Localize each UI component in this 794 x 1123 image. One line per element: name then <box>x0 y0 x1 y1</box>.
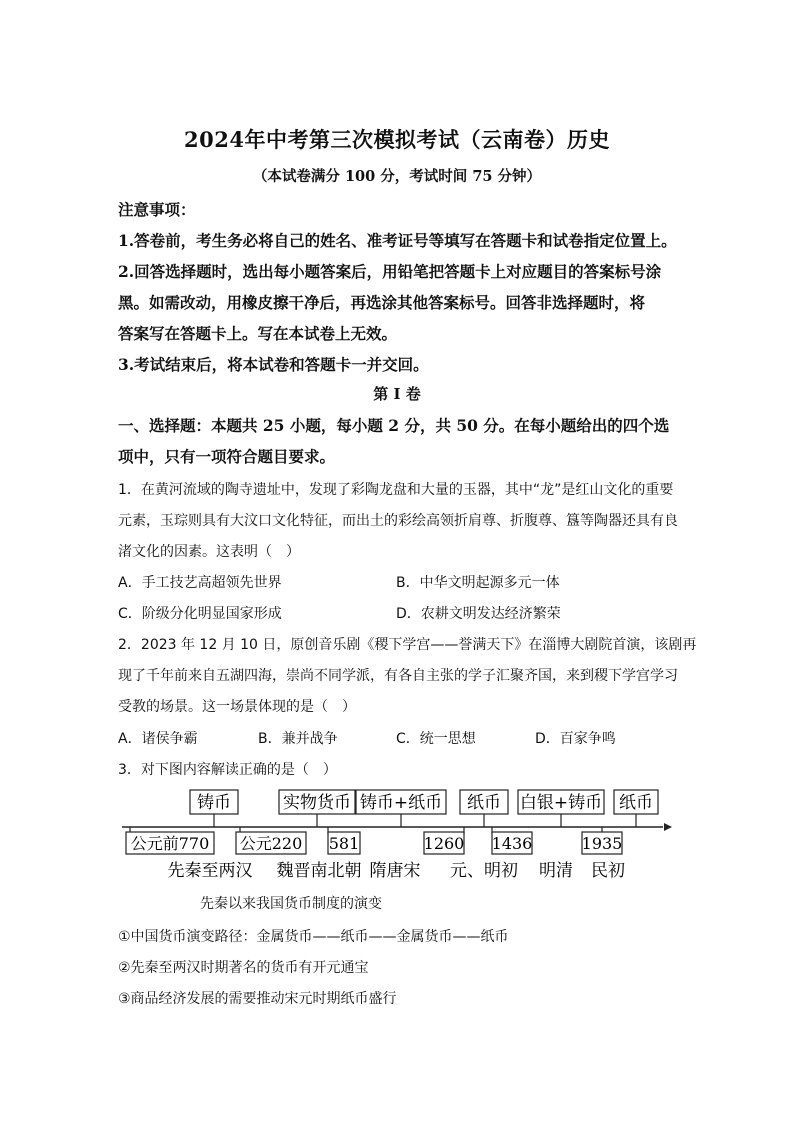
timeline-arrow-icon <box>664 823 672 831</box>
section-instruction: 项中，只有一项符合题目要求。 <box>118 447 336 466</box>
currency-box <box>518 790 604 827</box>
currency-box <box>460 790 508 827</box>
q1-option-a: A．手工技艺高超领先世界 <box>118 575 282 591</box>
q1-option-c: C．阶级分化明显国家形成 <box>118 606 282 622</box>
section-instruction: 一、选择题：本题共 25 小题，每小题 2 分，共 50 分。在每小题给出的四个选 <box>118 416 670 435</box>
currency-label: 纸币 <box>619 793 653 813</box>
year-box <box>582 827 623 854</box>
year-box <box>126 827 214 854</box>
period-label: 魏晋南北朝 <box>276 861 362 881</box>
notice-line: 3.考试结束后，将本试卷和答题卡一并交回。 <box>118 355 429 374</box>
period-label: 明清 <box>539 861 573 881</box>
q1-stem-line: 元素，玉琮则具有大汶口文化特征，而出土的彩绘高领折肩尊、折腹尊、簋等陶器还具有良 <box>118 513 678 529</box>
currency-box <box>279 790 355 827</box>
q3-statement: ①中国货币演变路径：金属货币——纸币——金属货币——纸币 <box>118 929 509 945</box>
currency-label: 铸币+纸币 <box>359 793 443 813</box>
q3-statement: ③商品经济发展的需要推动宋元时期纸币盛行 <box>118 991 397 1007</box>
currency-box <box>614 790 658 827</box>
currency-label: 白银+铸币 <box>519 793 603 813</box>
year-label: 581 <box>328 834 360 853</box>
year-label: 公元前770 <box>130 834 210 853</box>
currency-label: 实物货币 <box>283 793 351 813</box>
year-box <box>328 827 360 854</box>
q1-stem-line: 渚文化的因素。这表明（ ） <box>118 544 300 560</box>
currency-box <box>190 790 238 827</box>
exam-title: 2024年中考第三次模拟考试（云南卷）历史 <box>184 127 610 152</box>
period-label: 民初 <box>591 861 625 881</box>
currency-label: 纸币 <box>467 793 501 813</box>
period-label: 元、明初 <box>450 861 518 881</box>
currency-timeline-figure <box>118 784 678 884</box>
notice-line: 1.答卷前，考生务必将自己的姓名、准考证号等填写在答题卡和试卷指定位置上。 <box>118 231 677 250</box>
q1-option-d: D．农耕文明发达经济繁荣 <box>396 606 561 622</box>
q2-option-c: C．统一思想 <box>396 731 476 747</box>
q1-option-b: B．中华文明起源多元一体 <box>396 575 560 591</box>
q3-stem: 3．对下图内容解读正确的是（ ） <box>118 762 337 778</box>
q1-stem-line: 1．在黄河流域的陶寺遗址中，发现了彩陶龙盘和大量的玉器，其中“龙”是红山文化的重要 <box>118 482 674 498</box>
q3-statement: ②先秦至两汉时期著名的货币有开元通宝 <box>118 960 369 976</box>
year-label: 公元220 <box>239 834 303 853</box>
currency-box <box>356 790 446 827</box>
exam-subtitle: （本试卷满分 100 分，考试时间 75 分钟） <box>252 168 542 185</box>
year-box <box>424 827 465 854</box>
period-label: 先秦至两汉 <box>167 861 253 881</box>
volume-heading: 第 I 卷 <box>373 385 421 403</box>
currency-label: 铸币 <box>197 793 231 813</box>
notice-line: 答案写在答题卡上。写在本试卷上无效。 <box>118 324 398 343</box>
year-label: 1436 <box>491 834 533 853</box>
year-box <box>236 827 306 854</box>
notice-line: 黑。如需改动，用橡皮擦干净后，再选涂其他答案标号。回答非选择题时，将 <box>118 293 646 312</box>
q2-option-a: A．诸侯争霸 <box>118 731 198 747</box>
year-label: 1935 <box>581 834 623 853</box>
q2-stem-line: 2．2023 年 12 月 10 日，原创音乐剧《稷下学宫——誉满天下》在淄博大剧院首演，该剧再 <box>118 637 697 653</box>
notice-line: 2.回答选择题时，选出每小题答案后，用铅笔把答题卡上对应题目的答案标号涂 <box>118 262 662 281</box>
q2-option-d: D．百家争鸣 <box>535 731 616 747</box>
year-box <box>492 827 533 854</box>
figure-caption: 先秦以来我国货币制度的演变 <box>200 896 382 912</box>
q2-stem-line: 受教的场景。这一场景体现的是（ ） <box>118 699 356 715</box>
q2-option-b: B．兼并战争 <box>258 731 338 747</box>
notice-heading: 注意事项： <box>118 200 196 219</box>
year-label: 1260 <box>423 834 465 853</box>
period-label: 隋唐宋 <box>369 861 421 881</box>
q2-stem-line: 现了千年前来自五湖四海，崇尚不同学派，有各自主张的学子汇聚齐国，来到稷下学宫学习 <box>118 668 678 684</box>
